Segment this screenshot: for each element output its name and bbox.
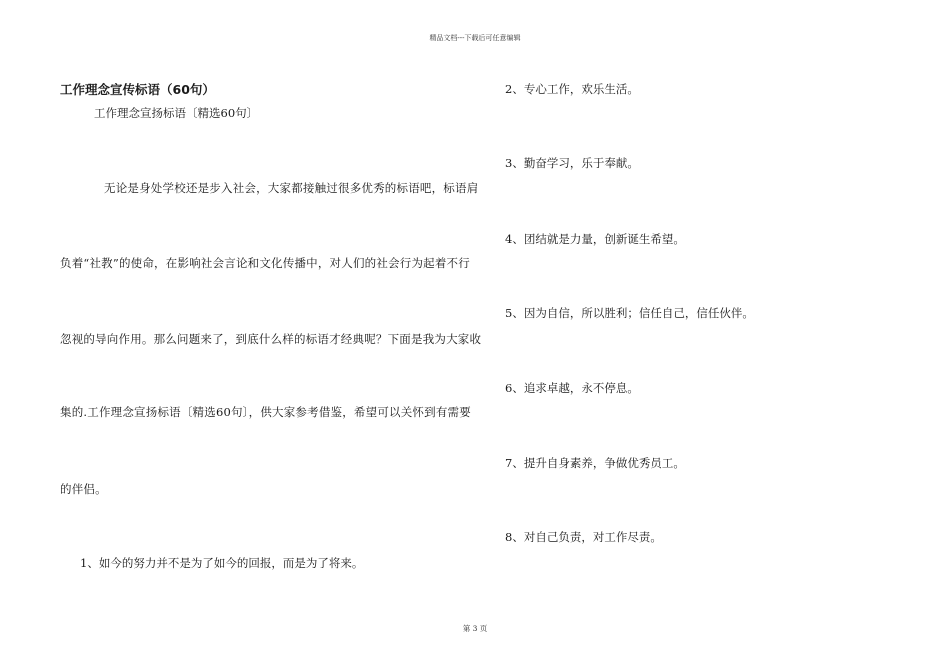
slogan-item: 2、专心工作，欢乐生活。	[505, 82, 639, 96]
document-subtitle: 工作理念宣扬标语〔精选60句〕	[94, 106, 259, 120]
slogan-item: 5、因为自信，所以胜利；信任自己，信任伙伴。	[505, 306, 754, 320]
slogan-item: 3、勤奋学习，乐于奉献。	[505, 156, 639, 170]
intro-line: 无论是身处学校还是步入社会，大家都接触过很多优秀的标语吧，标语肩	[104, 181, 479, 195]
slogan-item: 1、如今的努力并不是为了如今的回报，而是为了将来。	[80, 556, 364, 570]
intro-line: 的伴侣。	[60, 482, 107, 496]
document-title: 工作理念宣传标语（60句）	[60, 82, 215, 97]
slogan-item: 4、团结就是力量，创新诞生希望。	[505, 232, 685, 246]
slogan-item: 8、对自己负责，对工作尽责。	[505, 530, 662, 544]
slogan-item: 6、追求卓越，永不停息。	[505, 381, 639, 395]
page-number: 第 3 页	[462, 624, 488, 633]
slogan-item: 7、提升自身素养，争做优秀员工。	[505, 456, 685, 470]
intro-line: 负着“社教”的使命，在影响社会言论和文化传播中，对人们的社会行为起着不行	[60, 256, 470, 270]
intro-line: 集的.工作理念宣扬标语〔精选60句〕，供大家参考借鉴，希望可以关怀到有需要	[60, 405, 471, 419]
header-note: 精品文档---下载后可任意编辑	[429, 34, 521, 42]
intro-line: 忽视的导向作用。那么问题来了，到底什么样的标语才经典呢？下面是我为大家收	[60, 332, 482, 346]
